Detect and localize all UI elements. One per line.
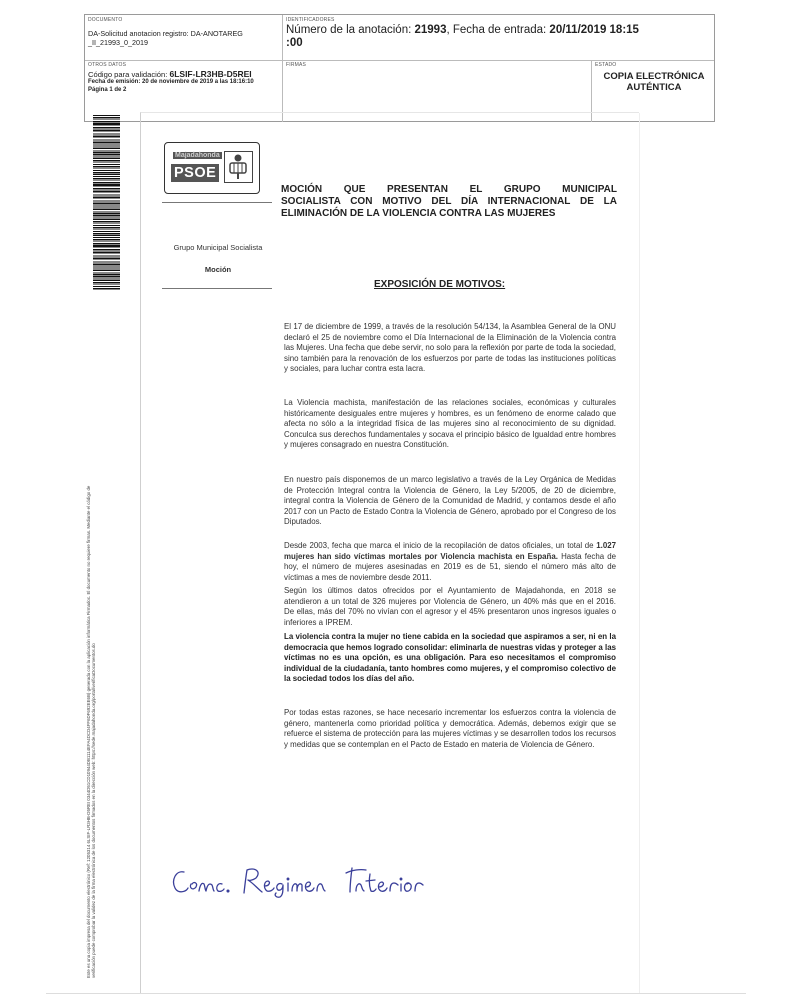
estado-value: COPIA ELECTRÓNICA AUTÉNTICA (603, 71, 705, 93)
paragraph: Por todas estas razones, se hace necesario incrementar los esfuerzos contra la violencia de género, mantenerla como prioridad política y democrática. Además, debemos exigir que se refuerce el sistema de protección para las mujeres víctimas y se desarrollen todos los recursos y medidas que se contemplan en el Pacto de Estado en materia de Violencia de Género. (284, 708, 616, 749)
documento-label: DOCUMENTO (88, 17, 123, 23)
firmas-label: FIRMAS (286, 62, 307, 68)
estado-cell (595, 62, 713, 93)
paragraph: Desde 2003, fecha que marca el inicio de la recopilación de datos oficiales, un total de 1.027 mujeres han sido víctimas mortales por Violencia machista en España. Hasta fecha de hoy, el número de mujeres asesinadas en 2019 es de 51, siendo el número más alto de víctimas a mes de noviembre desde 2011. (284, 541, 616, 582)
paragraph: El 17 de diciembre de 1999, a través de la resolución 54/134, la Asamblea General de la ONU declaró el 25 de noviembre como el Día Internacional de la Eliminación de la Violencia contra las Mujeres. Una fecha que debe servir, no solo para la reflexión por parte de toda la sociedad, sino también para la renovación de los esfuerzos por parte de todas las instituciones políticas y sociales, para luchar contra esta lacra. (284, 322, 616, 374)
title-line: ELIMINACIÓN DE LA VIOLENCIA CONTRA LAS MUJERES (281, 208, 556, 219)
documento-value: DA-Solicitud anotacion registro: DA-ANOTAREG _II_21993_0_2019 (88, 29, 243, 47)
paragraph-emphasis: La violencia contra la mujer no tiene cabida en la sociedad que aspiramos a ser, ni en la democracia que hemos logrado consolidar: eliminarla de nuestras vidas y proteger a las víctimas no es una opción, es una obligación. Para eso necesitamos el compromiso individual de la ciudadanía, tanto hombres como mujeres, y el compromiso colectivo de la sociedad todos los días del año. (284, 632, 616, 684)
scan-edge (46, 993, 746, 994)
codigo-validacion: Código para validación: 6LSIF-LR3HB-D5REI (88, 69, 252, 79)
title-line: MOCIÓN QUE PRESENTAN EL GRUPO MUNICIPAL (281, 184, 617, 195)
logo-party-name: PSOE (171, 164, 219, 182)
identificadores-value: Número de la anotación: 21993, Fecha de entrada: 20/11/2019 18:15 :00 (286, 24, 639, 49)
documento-cell (88, 17, 278, 47)
firmas-cell (286, 62, 586, 68)
header-divider (85, 60, 714, 61)
group-name: Grupo Municipal Socialista (173, 243, 263, 252)
otros-datos-label: OTROS DATOS (88, 62, 127, 68)
handwritten-annotation (170, 864, 450, 903)
title-line: SOCIALISTA CON MOTIVO DEL DÍA INTERNACIONAL DE LA (281, 196, 617, 207)
anotacion-numero: 21993 (414, 24, 447, 36)
barcode (93, 115, 120, 290)
logo-rule (162, 202, 272, 203)
header-divider (282, 15, 283, 122)
pagina-indicator: Página 1 de 2 (88, 86, 127, 93)
fecha-entrada: 20/11/2019 18:15 (549, 24, 639, 36)
fist-rose-icon (224, 151, 253, 183)
identificadores-label: IDENTIFICADORES (286, 17, 335, 23)
otros-datos-cell (88, 62, 281, 94)
document-header (84, 14, 715, 122)
fecha-emision: Fecha de emisión: 20 de noviembre de 2019 a las 18:16:10 (88, 79, 254, 85)
left-col-rule (162, 288, 272, 289)
document-type: Moción (204, 265, 232, 274)
estado-label: ESTADO (595, 62, 617, 68)
victims-total: 1.027 mujeres han sido víctimas mortales por Violencia machista en España. (284, 541, 616, 561)
paragraph: Según los últimos datos ofrecidos por el Ayuntamiento de Majadahonda, en 2018 se atendieron a un total de 326 mujeres por Violencia de Género, un 40% más que en el 2016. De ellas, más del 70% no vivían con el agresor y el 45% presentaron unos ingresos iguales o inferiores a IPREM. (284, 586, 616, 627)
identificadores-cell (286, 17, 711, 50)
paragraph: En nuestro país disponemos de un marco legislativo a través de la Ley Orgánica de Medidas de Protección Integral contra la Violencia de Género, la Ley 5/2005, de 20 de diciembre, integral contra la Violencia de Género de la Comunidad de Madrid, y contamos desde el año 2017 con un Pacto de Estado Contra la Violencia de Género, aprobado por el Congreso de los Diputados. (284, 475, 616, 527)
logo-town-name: Majadahonda (175, 152, 220, 159)
verification-side-text: Este es una copia impresa del documento electrónico (Ref: 1205314 6LSIF-LR3HB-D5REI 0344D51CD10944DB1114EFA4DCD4FF6DF692EE6B) generada con la aplicación informática Firmadoc. El documento no requiere firmas. Mediante el código de verificación puede comprobar la validez de la firma electrónica de los documentos firmados en la dirección web: https://sede.majadahonda.org/portal/verificaDocumentos.do (86, 485, 97, 978)
paragraph: La Violencia machista, manifestación de las relaciones sociales, económicas y culturales históricamente desiguales entre mujeres y hombres, es un fenómeno de enorme calado que afecta no sólo a la integridad física de las mujeres sino al reconocimiento de su dignidad. Conculca sus derechos fundamentales y socava el principio básico de Igualdad entre hombres y mujeres consagrado en nuestra Constitución. (284, 398, 616, 450)
section-heading: EXPOSICIÓN DE MOTIVOS: (374, 279, 506, 290)
psoe-logo (164, 142, 260, 194)
motion-title (281, 184, 617, 220)
